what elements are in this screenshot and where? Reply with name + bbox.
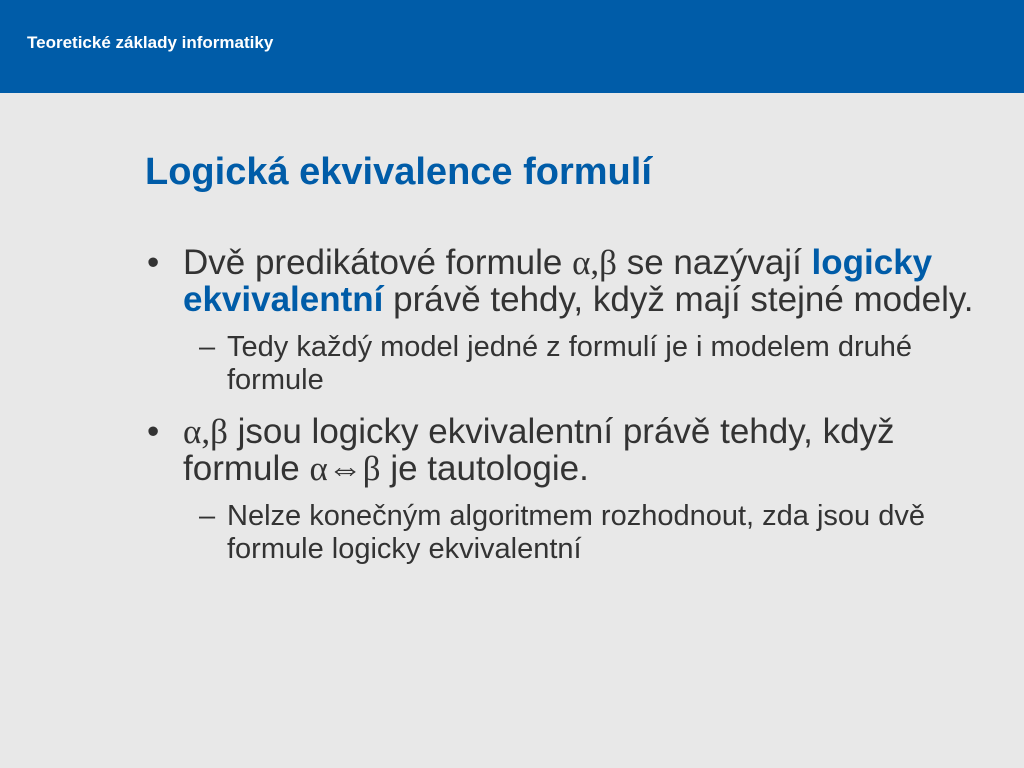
beta-symbol: β <box>210 412 228 451</box>
sub-bullet-text: Tedy každý model jedné z formulí je i modelem druhé formule <box>227 331 913 396</box>
emphasized-term: logicky ekvivalentní <box>183 243 933 319</box>
slide-content <box>145 244 995 566</box>
bullet-marker: • <box>147 243 160 282</box>
bullet-item <box>145 413 995 487</box>
dash-marker: – <box>199 331 216 363</box>
beta-symbol: β <box>599 243 617 282</box>
dash-marker: – <box>199 500 216 532</box>
bullet-text: právě tehdy, když mají stejné modely. <box>383 280 974 319</box>
slide-title: Logická ekvivalence formulí <box>145 151 652 193</box>
alpha-symbol: α <box>572 243 591 282</box>
bullet-text: se nazývají <box>616 243 812 282</box>
alpha-symbol: α <box>309 449 328 488</box>
comma-symbol: , <box>590 243 600 282</box>
header-bar <box>0 0 1024 93</box>
beta-symbol: β <box>362 449 381 488</box>
bullet-text: jsou logicky ekvivalentní právě tehdy, když formule <box>183 412 895 488</box>
iff-symbol: ⇔ <box>327 449 363 488</box>
bullet-item <box>145 244 995 318</box>
bullet-text: Dvě predikátové formule <box>183 243 573 282</box>
comma-symbol: , <box>201 412 211 451</box>
bullet-text: je tautologie. <box>380 449 589 488</box>
sub-bullet-item <box>145 500 995 566</box>
bullet-marker: • <box>147 412 160 451</box>
sub-bullet-item <box>145 331 995 397</box>
alpha-symbol: α <box>183 412 202 451</box>
course-title: Teoretické základy informatiky <box>27 33 274 52</box>
sub-bullet-text: Nelze konečným algoritmem rozhodnout, zda jsou dvě formule logicky ekvivalentní <box>227 500 925 565</box>
